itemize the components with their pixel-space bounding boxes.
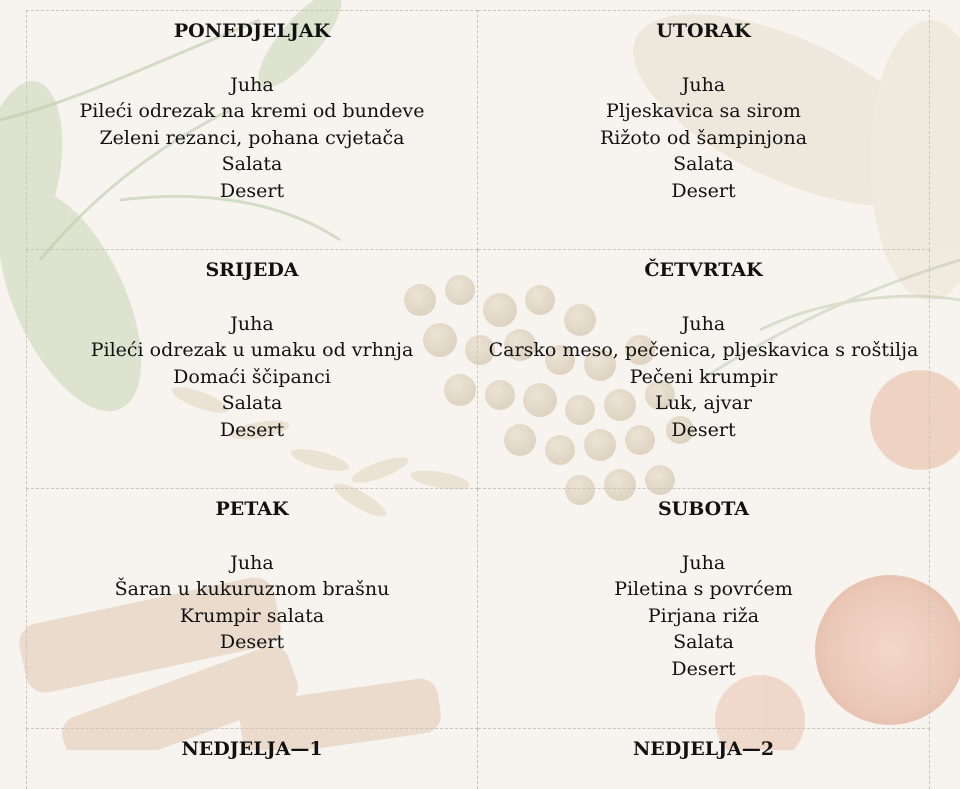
- menu-item: Luk, ajvar: [655, 392, 752, 415]
- day-heading: SRIJEDA: [205, 259, 299, 281]
- menu-item: Carsko meso, pečenica, pljeskavica s roštilja: [488, 339, 919, 362]
- menu-cell-wednesday: [26, 250, 478, 489]
- weekly-menu-table: [26, 10, 930, 789]
- menu-item: Salata: [221, 392, 283, 415]
- menu-item: Piletina s povrćem: [614, 578, 793, 601]
- day-heading: NEDJELJA—1: [181, 738, 323, 760]
- menu-item: Juha: [681, 74, 726, 96]
- menu-item: Pljeskavica sa sirom: [606, 100, 801, 123]
- menu-item: Pečeni krumpir: [629, 365, 778, 388]
- menu-cell-thursday: [478, 250, 930, 489]
- menu-item: Salata: [673, 153, 734, 176]
- menu-item: Pileći odrezak na kremi od bundeve: [79, 100, 425, 123]
- menu-cell-tuesday: [478, 10, 930, 250]
- menu-cell-monday: [26, 10, 478, 250]
- menu-cell-sunday-2: [478, 729, 930, 789]
- menu-item: Desert: [671, 418, 736, 441]
- day-heading: NEDJELJA—2: [632, 738, 775, 760]
- menu-item: Salata: [673, 631, 734, 654]
- menu-item: Desert: [219, 179, 285, 202]
- menu-item: Desert: [219, 631, 285, 654]
- day-heading: UTORAK: [656, 20, 751, 42]
- menu-item: Pileći odrezak u umaku od vrhnja: [90, 339, 414, 362]
- day-heading: SUBOTA: [657, 498, 750, 520]
- menu-item: Juha: [681, 552, 726, 574]
- menu-item: Juha: [230, 74, 274, 96]
- menu-item: Krumpir salata: [179, 604, 325, 627]
- menu-item: Šaran u kukuruznom brašnu: [114, 578, 390, 601]
- menu-item: Juha: [230, 552, 274, 574]
- menu-cell-friday: [26, 489, 478, 729]
- day-heading: PONEDJELJAK: [173, 20, 331, 42]
- menu-item: Desert: [219, 418, 285, 441]
- menu-item: Pirjana riža: [647, 604, 760, 627]
- menu-item: Zeleni rezanci, pohana cvjetača: [99, 126, 405, 149]
- menu-cell-saturday: [478, 489, 930, 729]
- day-heading: PETAK: [215, 498, 289, 520]
- menu-item: Domaći ščipanci: [173, 365, 331, 388]
- menu-item: Juha: [681, 313, 726, 335]
- menu-item: Desert: [671, 657, 736, 680]
- menu-item: Juha: [230, 313, 274, 335]
- menu-item: Salata: [221, 153, 283, 176]
- day-heading: ČETVRTAK: [644, 259, 763, 281]
- menu-item: Desert: [671, 179, 736, 202]
- menu-item: Rižoto od šampinjona: [599, 126, 808, 149]
- menu-cell-sunday-1: [26, 729, 478, 789]
